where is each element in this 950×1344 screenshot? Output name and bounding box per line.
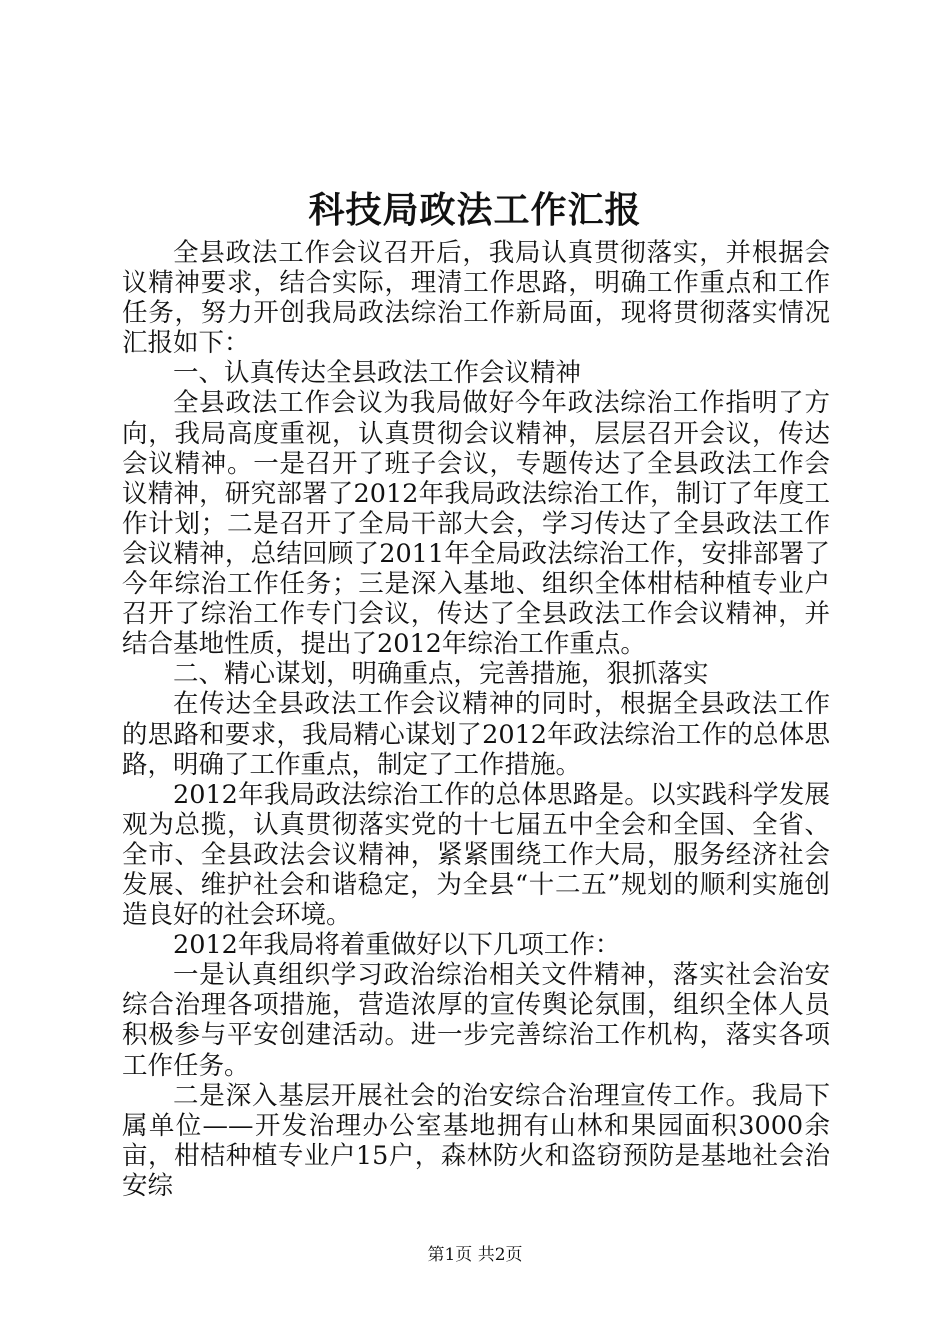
document-body xyxy=(122,238,830,1201)
section-heading-1: 一、认真传达全县政法工作会议精神 xyxy=(173,358,582,389)
page-footer: 第1页 共2页 xyxy=(427,1245,523,1265)
document-title: 科技局政法工作汇报 xyxy=(308,189,642,231)
paragraph-section-1: 全县政法工作会议为我局做好今年政法综治工作指明了方向，我局高度重视，认真贯彻会议精神，层层召开会议，传达会议精神。一是召开了班子会议，专题传达了全县政法工作会议精神，研究部署了2012年我局政法综治工作，制订了年度工作计划；二是召开了全局干部大会，学习传达了全县政法工作会议精神，总结回顾了2011年全局政法综治工作，安排部署了今年综治工作任务；三是深入基地、组织全体柑桔种植专业户召开了综治工作专门会议，传达了全县政法工作会议精神，并结合基地性质，提出了2012年综治工作重点。 xyxy=(122,388,830,660)
paragraph-work-item-2: 二是深入基层开展社会的治安综合治理宣传工作。我局下属单位——开发治理办公室基地拥有山林和果园面积3000余亩，柑桔种植专业户15户，森林防火和盗窃预防是基地社会治安综 xyxy=(122,1080,830,1201)
paragraph-work-item-1: 一是认真组织学习政治综治相关文件精神，落实社会治安综合治理各项措施，营造浓厚的宣传舆论氛围，组织全体人员积极参与平安创建活动。进一步完善综治工作机构，落实各项工作任务。 xyxy=(122,960,830,1081)
section-heading-2: 二、精心谋划，明确重点，完善措施，狠抓落实 xyxy=(173,659,709,690)
paragraph-intro: 全县政法工作会议召开后，我局认真贯彻落实，并根据会议精神要求，结合实际，理清工作思路，明确工作重点和工作任务，努力开创我局政法综治工作新局面，现将贯彻落实情况汇报如下： xyxy=(122,238,830,359)
paragraph-work-items-intro: 2012年我局将着重做好以下几项工作： xyxy=(173,930,621,961)
paragraph-section-2: 在传达全县政法工作会议精神的同时，根据全县政法工作的思路和要求，我局精心谋划了2012年政法综治工作的总体思路，明确了工作重点，制定了工作措施。 xyxy=(122,689,830,780)
paragraph-overall-approach: 2012年我局政法综治工作的总体思路是。以实践科学发展观为总揽，认真贯彻落实党的十七届五中全会和全国、全省、全市、全县政法会议精神，紧紧围绕工作大局，服务经济社会发展、维护社会和谐稳定，为全县“十二五”规划的顺利实施创造良好的社会环境。 xyxy=(122,779,830,931)
